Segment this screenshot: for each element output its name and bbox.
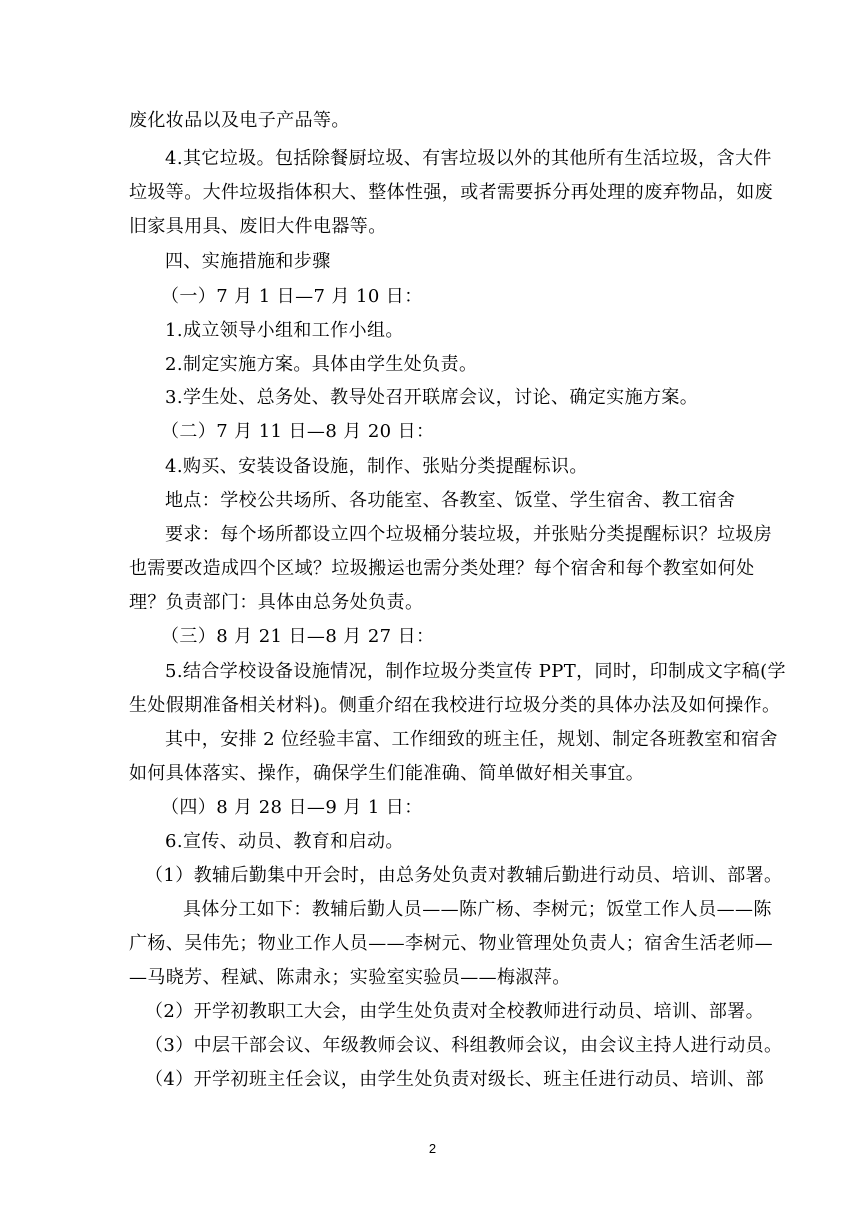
text-line: 广杨、吴伟先；物业工作人员——李树元、物业管理处负责人；宿舍生活老师— [129, 933, 773, 954]
text-line: （3）中层干部会议、年级教师会议、科组教师会议，由会议主持人进行动员。 [145, 1035, 783, 1056]
text-line: 生处假期准备相关材料)。侧重介绍在我校进行垃圾分类的具体办法及如何操作。 [129, 695, 781, 716]
text-line: （1）教辅后勤集中开会时，由总务处负责对教辅后勤进行动员、培训、部署。 [145, 865, 783, 886]
text-line: 地点：学校公共场所、各功能室、各教室、饭堂、学生宿舍、教工宿舍 [165, 490, 736, 511]
text-line: 4.购买、安装设备设施，制作、张贴分类提醒标识。 [165, 456, 588, 477]
step-heading: （二）7 月 11 日—8 月 20 日： [161, 421, 435, 442]
page-number: 2 [428, 1141, 437, 1156]
text-line: 也需要改造成四个区域？垃圾搬运也需分类处理？每个宿舍和每个教室如何处 [129, 558, 755, 579]
section-heading: 四、实施措施和步骤 [165, 251, 331, 272]
text-line: 2.制定实施方案。具体由学生处负责。 [165, 354, 478, 375]
step-heading: （一）7 月 1 日—7 月 10 日： [161, 286, 423, 307]
text-line: 6.宣传、动员、教育和启动。 [165, 831, 404, 852]
text-line: 5.结合学校设备设施情况，制作垃圾分类宣传 PPT，同时，印制成文字稿(学 [165, 661, 786, 682]
text-line: 具体分工如下：教辅后勤人员——陈广杨、李树元；饭堂工作人员——陈 [183, 899, 772, 920]
text-line: 1.成立领导小组和工作小组。 [165, 320, 404, 341]
text-line: 废化妆品以及电子产品等。 [129, 110, 350, 131]
text-line: 3.学生处、总务处、教导处召开联席会议，讨论、确定实施方案。 [165, 387, 699, 408]
text-line: （4）开学初班主任会议，由学生处负责对级长、班主任进行动员、培训、部 [145, 1069, 765, 1090]
step-heading: （三）8 月 21 日—8 月 27 日： [161, 626, 435, 647]
text-line: 4.其它垃圾。包括除餐厨垃圾、有害垃圾以外的其他所有生活垃圾，含大件 [165, 148, 772, 169]
text-line: 旧家具用具、废旧大件电器等。 [129, 216, 387, 237]
text-line: 其中，安排 2 位经验丰富、工作细致的班主任，规划、制定各班教室和宿舍 [165, 729, 778, 750]
text-line: 理？负责部门：具体由总务处负责。 [129, 592, 424, 613]
text-line: 垃圾等。大件垃圾指体积大、整体性强，或者需要拆分再处理的废弃物品，如废 [129, 182, 773, 203]
step-heading: （四）8 月 28 日—9 月 1 日： [161, 797, 423, 818]
text-line: 要求：每个场所都设立四个垃圾桶分装垃圾，并张贴分类提醒标识？垃圾房 [165, 524, 773, 545]
text-line: 如何具体落实、操作，确保学生们能准确、简单做好相关事宜。 [129, 763, 645, 784]
text-line: —马晓芳、程斌、陈肃永；实验室实验员——梅淑萍。 [129, 967, 571, 988]
text-line: （2）开学初教职工大会，由学生处负责对全校教师进行动员、培训、部署。 [145, 1001, 765, 1022]
